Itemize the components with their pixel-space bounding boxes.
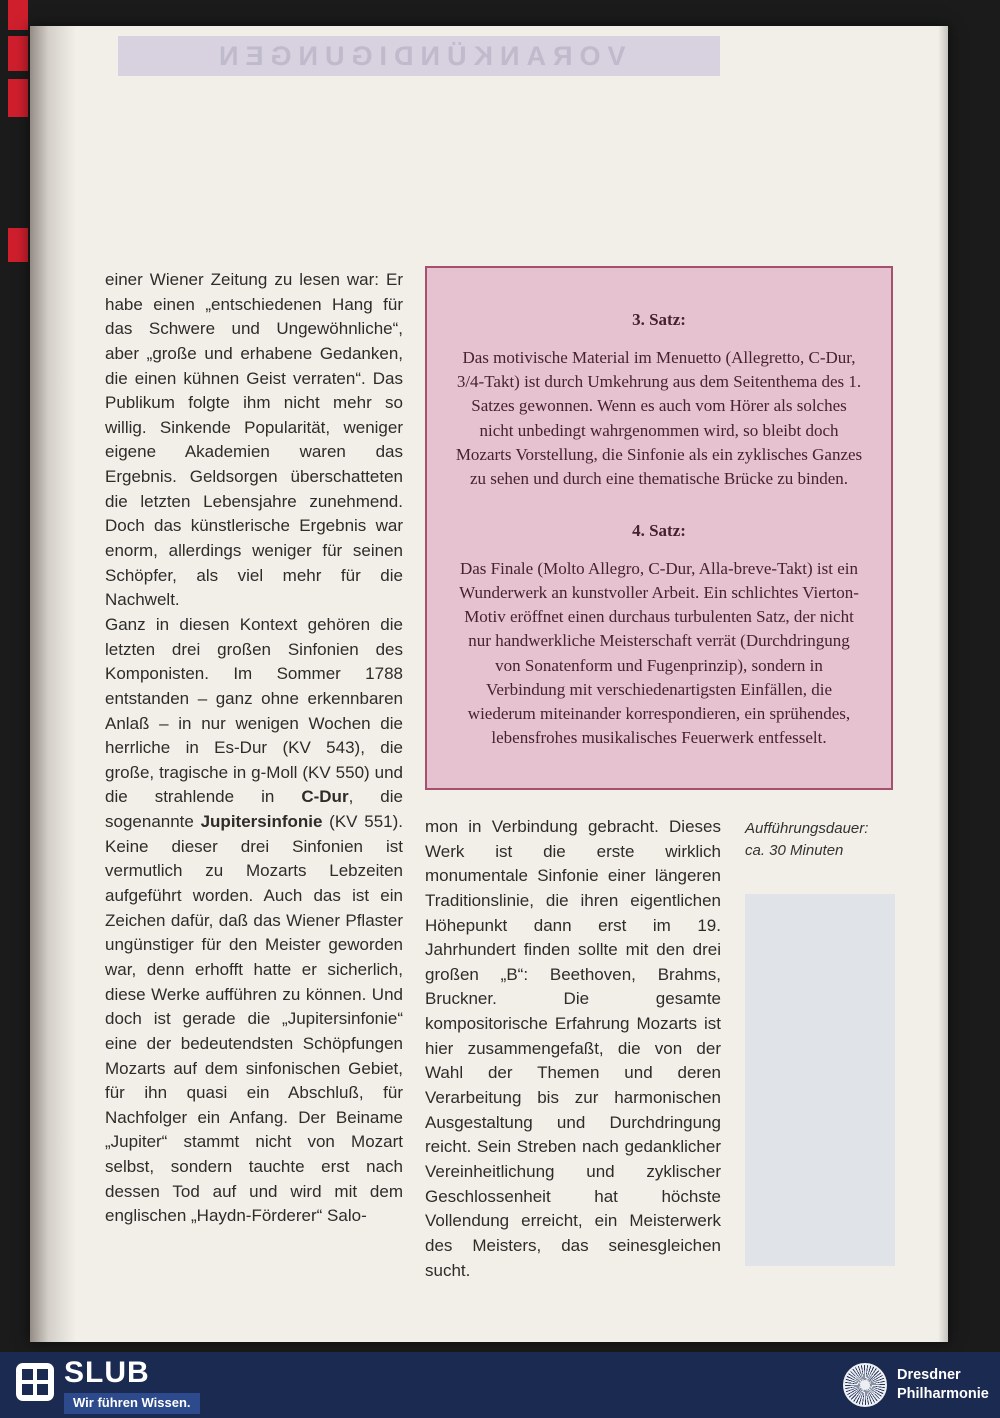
movement-4-heading: 4. Satz: — [632, 520, 686, 540]
movement-3-heading: 3. Satz: — [632, 310, 686, 329]
registration-mark — [8, 36, 28, 71]
movement-4-text: Das Finale (Molto Allegro, C-Dur, Alla-breve-Takt) ist ein Wunderwerk an kunstvoller Arbeit. Ein schlichtes Vierton-Motiv eröffnet einen durchaus turbulenten Satz, der nicht nur handwerkliche Meisterschaft verrät (Durchdringung von Sonatenform und Fugenprinzip), sondern in Verbindung mit verschiedenartigsten Einfällen, die wiederum miteinander korrespondieren, ein sprühendes, lebensfrohes musikalisches Feuerwerk entfesselt. — [459, 559, 859, 747]
left-text-column — [105, 268, 403, 1229]
middle-column-paragraph: mon in Verbindung gebracht. Dieses Werk ist die erste wirklich monumentale Sinfonie einer längeren Traditionslinie, die ihren eigentlichen Höhepunkt dann erst im 19. Jahrhundert finden sollte mit den drei großen „B“: Beethoven, Brahms, Bruckner. Die gesamte kompositorische Erfahrung Mozarts ist hier zusammengefaßt, die von der Wahl der Themen und deren Verarbeitung bis zur harmonischen Ausgestaltung und Durchdringung reicht. Sein Streben nach gedanklicher Vereinheitlichung und zyklischer Geschlossenheit hat höchste Vollendung erreicht, ein Meisterwerk des Meisters, das seinesgleichen sucht. — [425, 817, 721, 1280]
registration-mark — [8, 228, 28, 262]
movement-3-text: Das motivische Material im Menuetto (Allegretto, C-Dur, 3/4-Takt) ist durch Umkehrung aus dem Seitenthema des 1. Satzes gewonnen. Wenn es auch vom Hörer als solches nicht unbedingt wahrgenommen wird, so bleibt doch Mozarts Vorstellung, die Sinfonie als ein zyklisches Ganzes zu sehen und durch eine thematische Brücke zu binden. — [455, 348, 863, 488]
bold-c-dur: C-Dur — [301, 787, 349, 807]
paragraph-text: , die sogenannte — [105, 787, 403, 832]
bold-jupitersinfonie: Jupitersinfonie — [200, 812, 323, 832]
paragraph-text: Ganz in diesen Kontext gehören die letzten drei großen Sinfonien des Komponisten. Im Sommer 1788 entstanden – ganz ohne erkennbaren Anlaß – in nur wenigen Wochen die herrliche in Es-Dur (KV 543), die große, tragische in g-Moll (KV 550) und die strahlende in — [105, 614, 403, 807]
philharmonie-wordmark — [897, 1366, 989, 1404]
slub-logo-icon — [16, 1363, 54, 1401]
slub-tagline: Wir führen Wissen. — [64, 1393, 200, 1414]
viewer-footer — [0, 1352, 1000, 1418]
duration-value: ca. 30 Minuten — [745, 841, 844, 859]
left-column-paragraph-2 — [105, 613, 403, 1229]
paragraph-text: (KV 551). Keine dieser drei Sinfonien ist vermutlich zu Mozarts Lebzeiten aufgeführt worden. Auch das ist ein Zeichen dafür, daß das Wiener Pflaster ungünstiger für den Meister geworden war, denn erhofft hatte er sicherlich, diese Werke aufführen zu können. Und doch ist gerade die „Jupitersinfonie“ eine der bedeutendsten Schöpfungen Mozarts auf dem sinfonischen Gebiet, für ihn quasi ein Abschluß, für Nachfolger ein Anfang. Der Beiname „Jupiter“ stammt nicht von Mozart selbst, sondern tauchte erst nach dessen Tod auf und wird mit dem englischen „Haydn-Förderer“ Salo- — [105, 812, 403, 1226]
movement-4-section — [455, 519, 863, 750]
left-column-paragraph-1: einer Wiener Zeitung zu lesen war: Er habe einen „entschiedenen Hang für das Schwere und Ungewöhnliche“, aber „große und erhabene Gedanken, die einen kühnen Geist verraten“. Das Publikum folgte ihm nicht mehr so willig. Sinkende Popularität, weniger eigene Akademien waren das Ergebnis. Geldsorgen überschatteten die letzten Lebensjahre zunehmend. Doch das künstlerische Ergebnis war enorm, allerdings weniger für seinen Schöpfer, als viel mehr für die Nachwelt. — [105, 270, 403, 610]
philharmonie-line-2: Philharmonie — [897, 1385, 989, 1402]
philharmonie-logo-icon — [843, 1363, 887, 1407]
bleed-through-header-strip — [118, 36, 720, 76]
movement-3-section — [455, 308, 863, 491]
duration-label: Aufführungsdauer: — [745, 820, 869, 837]
philharmonie-line-1: Dresdner — [897, 1367, 961, 1383]
bleed-through-panel — [745, 894, 895, 1266]
scanned-page — [30, 26, 948, 1342]
slub-wordmark: SLUB — [64, 1356, 150, 1389]
mirrored-header-text: VORANKÜNDIGUNGEN — [212, 40, 626, 71]
registration-mark — [8, 79, 28, 117]
registration-mark — [8, 0, 28, 30]
duration-note — [745, 818, 910, 862]
middle-text-column — [425, 815, 721, 1283]
movement-info-box — [425, 266, 893, 790]
